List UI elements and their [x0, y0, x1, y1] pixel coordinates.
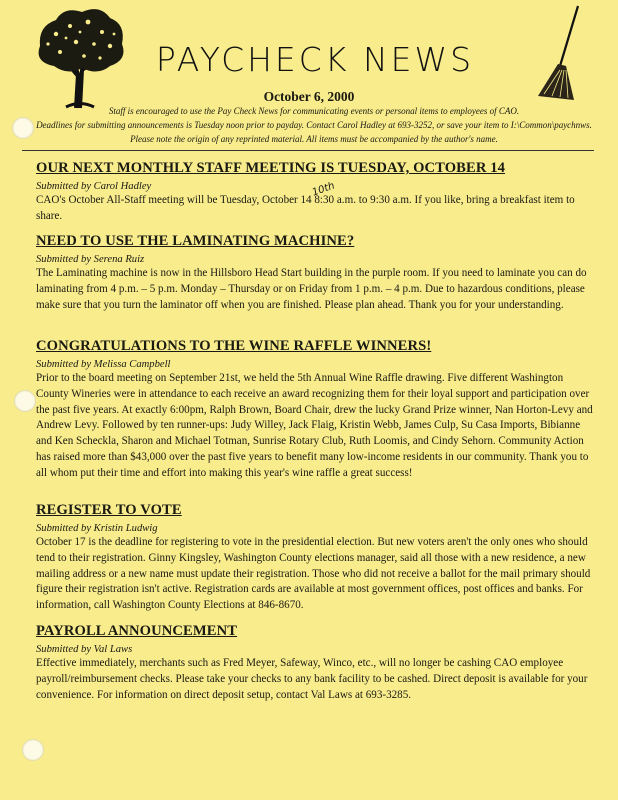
section-byline: Submitted by Serena Ruiz [36, 254, 145, 265]
section-wine-raffle [36, 338, 596, 482]
section-byline: Submitted by Melissa Campbell [36, 359, 171, 370]
section-heading: NEED TO USE THE LAMINATING MACHINE? [36, 233, 355, 249]
section-heading: REGISTER TO VOTE [36, 502, 182, 518]
section-body: Effective immediately, merchants such as Fred Meyer, Safeway, Winco, etc., will no longer be cashing CAO employee payroll/reimbursement checks. Please take your checks to any bank facility to be cashed. Direct deposit is available for your convenience. For information on direct deposit setup, contact Val Laws at 693-3285. [36, 657, 588, 701]
section-body: CAO's October All-Staff meeting will be Tuesday, October 14 8:30 a.m. to 9:30 a.m. If you like, bring a breakfast item to share. [36, 194, 575, 222]
section-byline: Submitted by Carol Hadley [36, 181, 152, 192]
section-body: October 17 is the deadline for registering to vote in the presidential election. But new voters aren't the only ones who should tend to their registration. Ginny Kingsley, Washington County elections manager, said all those with a new residence, a new mailing address or a new name must update their registration. Those who did not receive a ballot for the mail primary should figure their registration isn't active. Registration cards are available at most government offices, post offices and banks. For information, call Washington County Elections at 846-8670. [36, 536, 591, 612]
section-register-to-vote [36, 502, 596, 614]
issue-date: October 6, 2000 [263, 89, 355, 104]
section-heading: OUR NEXT MONTHLY STAFF MEETING IS TUESDAY, OCTOBER 14 [36, 160, 506, 176]
section-body: Prior to the board meeting on September 21st, we held the 5th Annual Wine Raffle drawing. Five different Washington County Wineries were in attendance to each receive an award recognizing them for their loyal support and participation over the past five years. At exactly 6:00pm, Ralph Brown, Board Chair, drew the lucky Grand Prize winner, Nan Horton-Levy and Andrew Levy. Followed by ten runner-ups: Judy Willey, Jack Flaig, Kristin Webb, James Culp, Su Casa Imports, Bibianne and Ken Scheckla, Sharon and Michael Totman, Sunrise Rotary Club, Ruth Loomis, and Cindy Sehorn. Community Action has raised more than $43,000 over the past five years to benefit many low-income residents in our community. Thank you to all whom put their time and effort into making this year's wine raffle a great success! [36, 372, 593, 479]
handwritten-date-correction: 10th [310, 180, 337, 199]
section-body: The Laminating machine is now in the Hillsboro Head Start building in the purple room. If you need to laminate you can do laminating from 4 p.m. – 5 p.m. Monday – Thursday or on Friday from 1 p.m. – 4 p.m. Due to hazardous conditions, please make sure that you turn the laminator off when you are finished. Please plan ahead. Thank you for your understanding. [36, 267, 587, 311]
header-divider [22, 150, 594, 151]
newsletter-title: PAYCHECK NEWS [155, 40, 475, 79]
section-heading: PAYROLL ANNOUNCEMENT [36, 623, 238, 639]
section-payroll-announcement [36, 623, 596, 703]
submission-note-line-1: Staff is encouraged to use the Pay Check News for communicating events or personal items to employees of CAO. [108, 106, 520, 116]
punch-hole-bottom [22, 739, 44, 761]
section-heading: CONGRATULATIONS TO THE WINE RAFFLE WINNERS! [36, 338, 432, 354]
submission-note-line-2: Deadlines for submitting announcements is Tuesday noon prior to payday. Contact Carol Hadley at 693-3252, or save your item to I:\Common\paychnws. [36, 120, 592, 130]
section-byline: Submitted by Val Laws [36, 644, 133, 655]
section-laminating [36, 233, 596, 313]
section-byline: Submitted by Kristin Ludwig [36, 523, 158, 534]
submission-note-line-3: Please note the origin of any reprinted material. All items must be accompanied by the author's name. [130, 134, 498, 144]
punch-hole-middle [14, 390, 36, 412]
